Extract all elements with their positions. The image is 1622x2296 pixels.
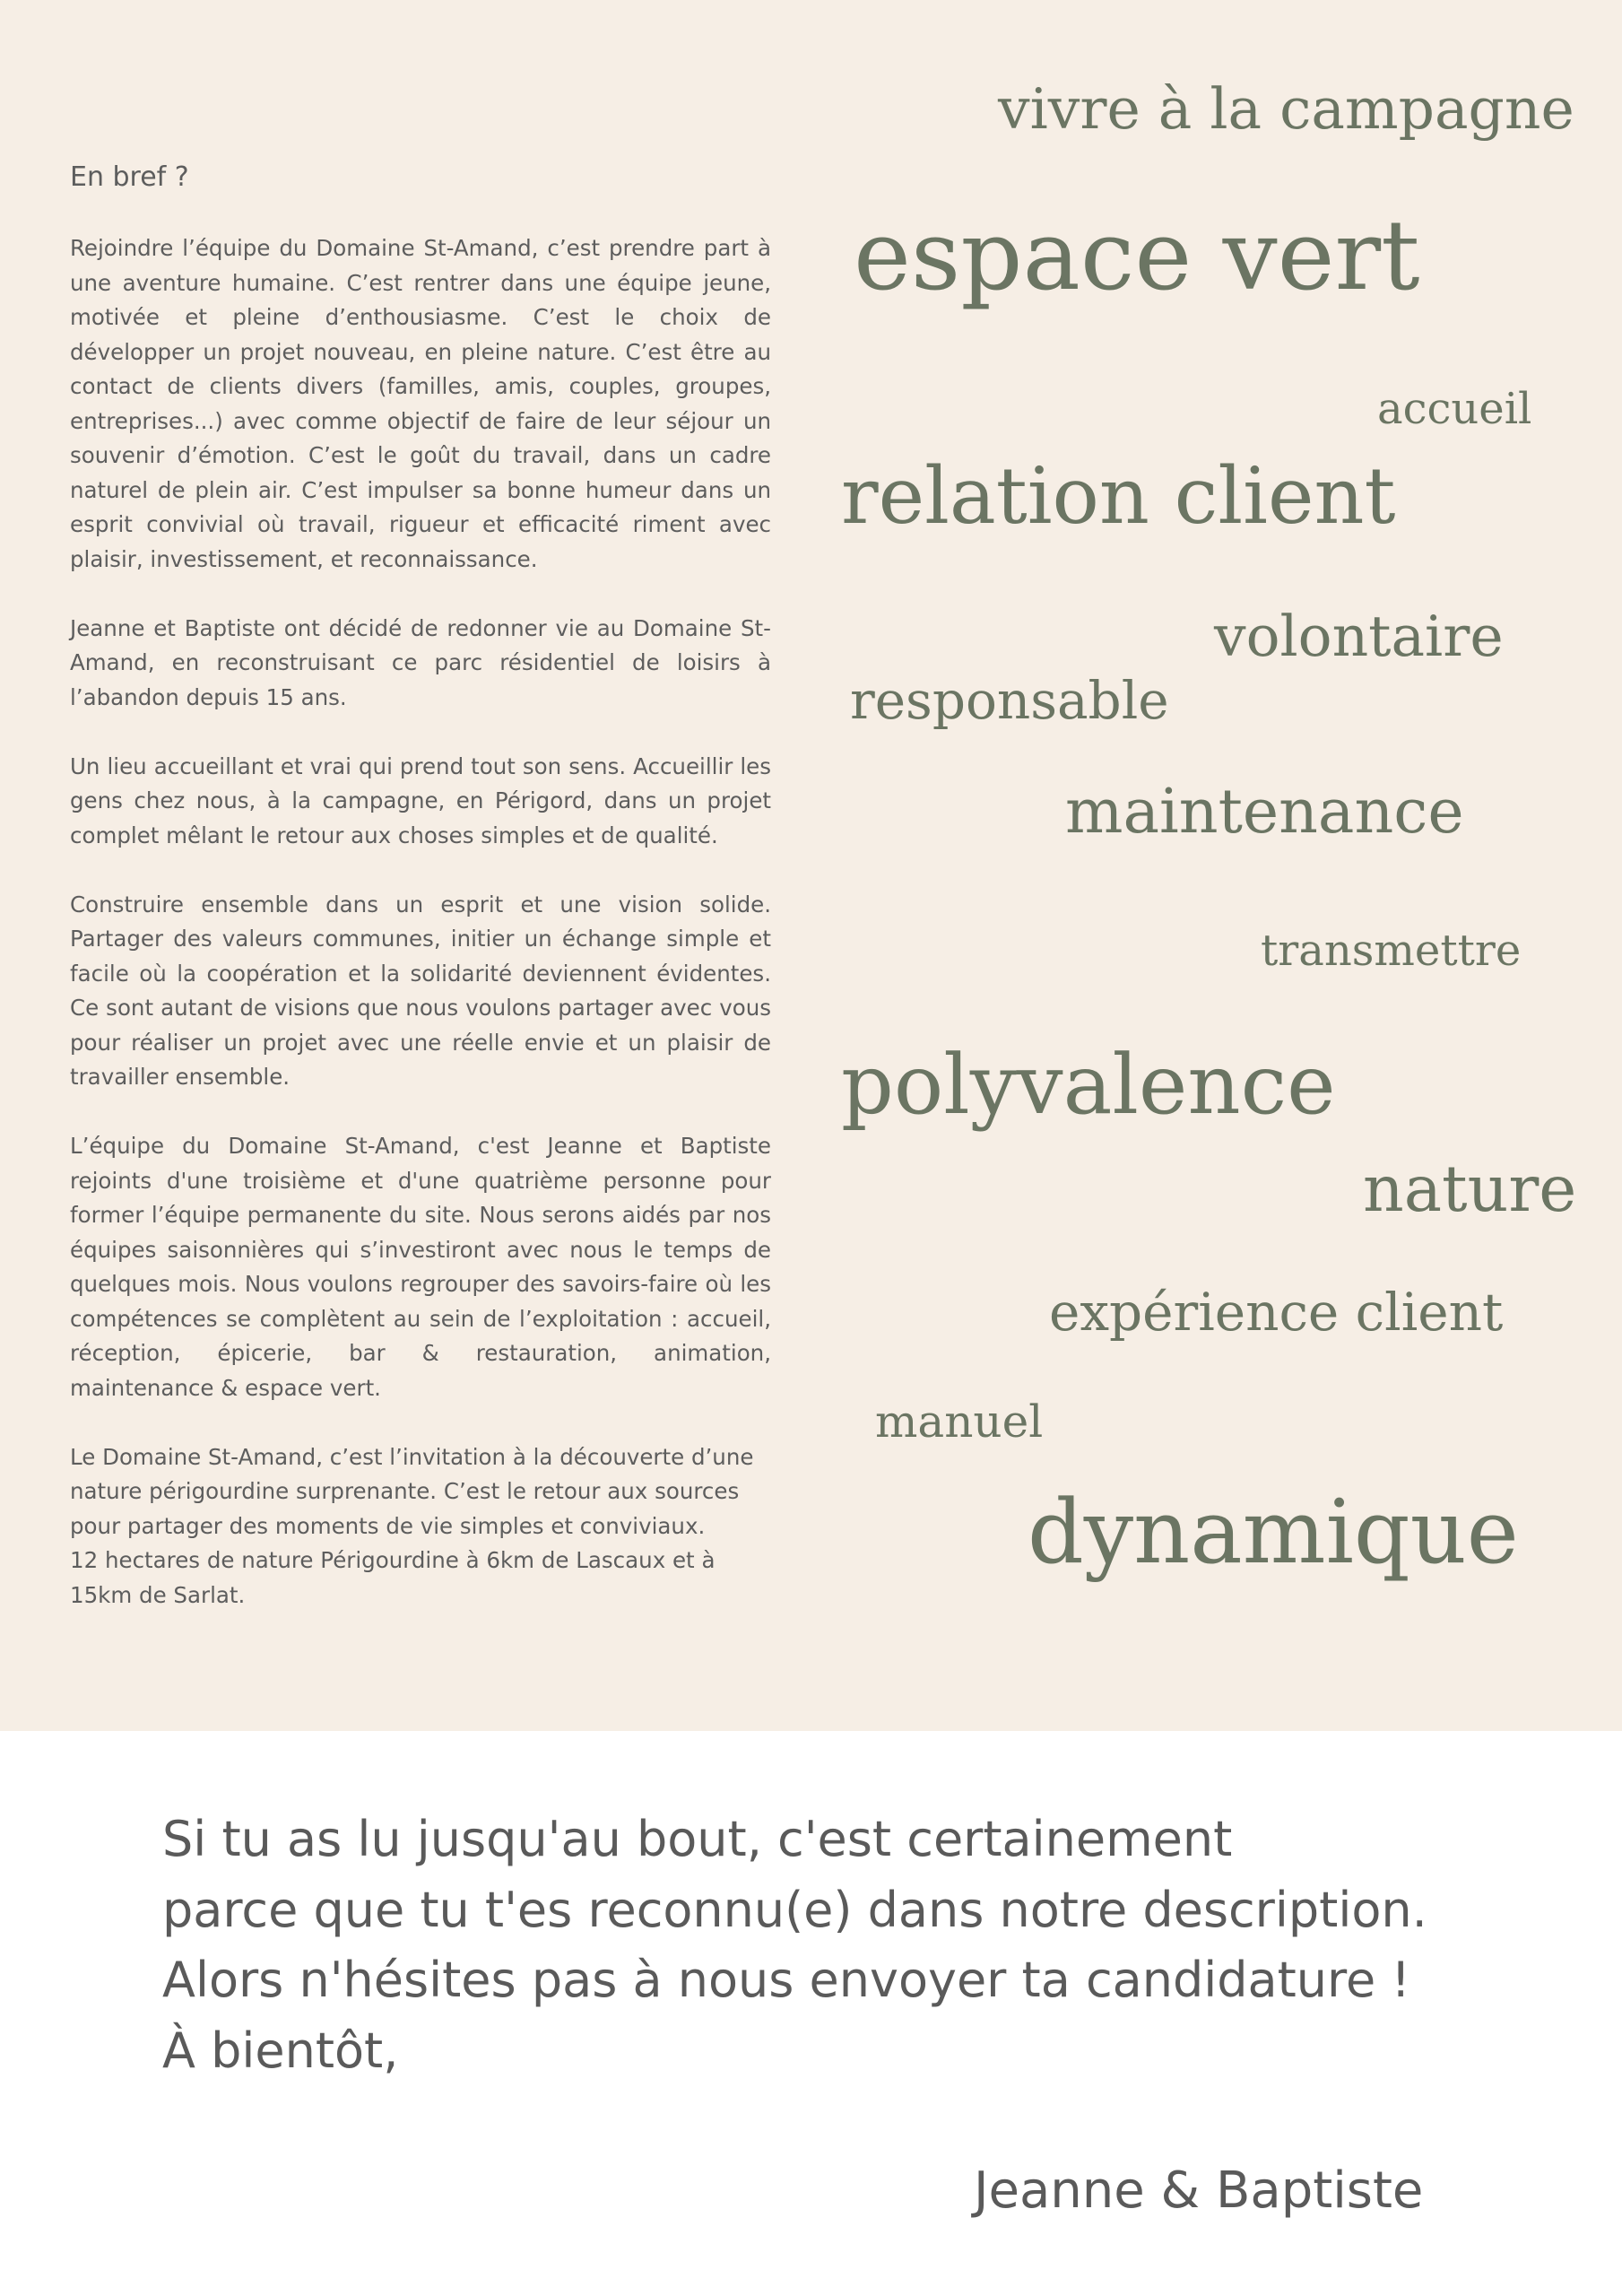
word-nature: nature (1363, 1152, 1577, 1226)
closing-line: À bientôt, (162, 2022, 399, 2079)
word-espace-vert: espace vert (854, 200, 1420, 312)
intro-paragraph: Construire ensemble dans un esprit et une vision solide. Partager des valeurs communes, initier un échange simple et facile où la coopération et la solidarité deviennent évidentes. Ce sont autant de visions que nous voulons partager avec vous pour réaliser un projet avec une réelle envie et un plaisir de travailler ensemble. (70, 891, 771, 1090)
intro-paragraph: L’équipe du Domaine St-Amand, c'est Jeanne et Baptiste rejoints d'une troisième et d'une quatrième personne pour former l’équipe permanente du site. Nous serons aidés par nos équipes saisonnières qui s’investiront avec nous le temps de quelques mois. Nous voulons regrouper des savoirs-faire où les compétences se complètent au sein de l’exploitation : accueil, réception, épicerie, bar & restauration, animation, maintenance & espace vert. (70, 1133, 771, 1401)
word-polyvalence: polyvalence (841, 1037, 1336, 1133)
word-dynamique: dynamique (1028, 1482, 1519, 1584)
intro-paragraph: Jeanne et Baptiste ont décidé de redonner vie au Domaine St-Amand, en reconstruisant ce parc résidentiel de loisirs à l’abandon depuis 15 ans. (70, 614, 771, 710)
intro-paragraph-final (70, 1440, 771, 1613)
word-relation-client: relation client (841, 450, 1396, 542)
word-responsable: responsable (850, 670, 1169, 731)
word-transmettre: transmettre (1261, 926, 1522, 976)
intro-paragraph: Rejoindre l’équipe du Domaine St-Amand, c’est prendre part à une aventure humaine. C’est rentrer dans une équipe jeune, motivée et pleine d’enthousiasme. C’est le choix de développer un projet nouveau, en pleine nature. C’est être au contact de clients divers (familles, amis, couples, groupes, entreprises...) avec comme objectif de faire de leur séjour un souvenir d’émotion. C’est le goût du travail, dans un cadre naturel de plein air. C’est impulser sa bonne humeur dans un esprit convivial où travail, rigueur et efficacité riment avec plaisir, investissement, et reconnaissance. (70, 235, 771, 572)
final-paragraph-text: Le Domaine St-Amand, c’est l’invitation à la découverte d’une nature périgourdine surprenante. C’est le retour aux sources pour partager des moments de vie simples et conviviaux. (70, 1443, 754, 1539)
intro-paragraph: Un lieu accueillant et vrai qui prend tout son sens. Accueillir les gens chez nous, à la campagne, en Périgord, dans un projet complet mêlant le retour aux choses simples et de qualité. (70, 752, 771, 848)
word-maintenance: maintenance (1065, 777, 1464, 848)
word-vivre-a-la-campagne: vivre à la campagne (998, 76, 1574, 142)
closing-line: parce que tu t'es reconnu(e) dans notre description. (162, 1881, 1427, 1938)
final-paragraph-line: 12 hectares de nature Périgourdine à 6km de Lascaux et à 15km de Sarlat. (70, 1547, 716, 1608)
closing-message (162, 1805, 1552, 2086)
word-experience-client: expérience client (1049, 1282, 1504, 1343)
word-volontaire: volontaire (1214, 604, 1504, 669)
word-manuel: manuel (875, 1396, 1044, 1448)
intro-heading: En bref ? (70, 161, 189, 193)
intro-column (70, 160, 771, 1648)
closing-line: Si tu as lu jusqu'au bout, c'est certainement (162, 1811, 1233, 1867)
word-accueil: accueil (1377, 384, 1532, 434)
closing-line: Alors n'hésites pas à nous envoyer ta candidature ! (162, 1952, 1411, 2008)
signature: Jeanne & Baptiste (974, 2161, 1424, 2220)
